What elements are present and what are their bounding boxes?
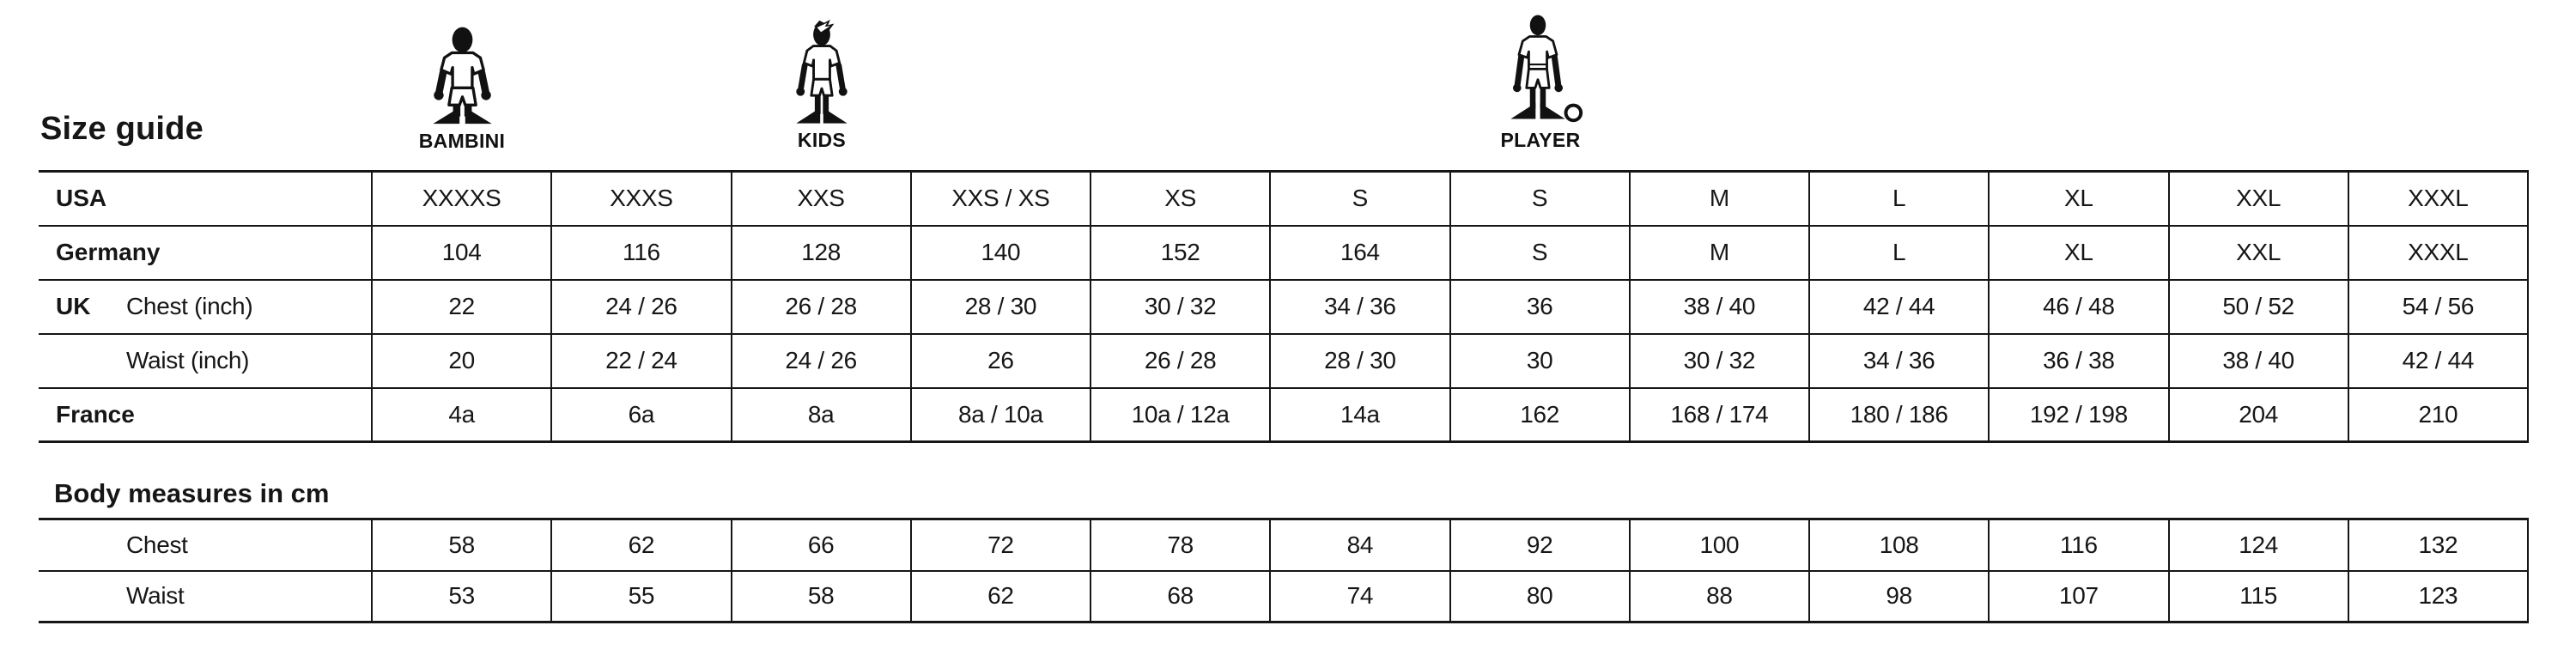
size-cell: 104 bbox=[372, 226, 551, 280]
size-cell: L bbox=[1809, 172, 1989, 226]
table-row bbox=[39, 388, 2528, 442]
size-cell: XL bbox=[1989, 226, 2168, 280]
size-cell: 50 / 52 bbox=[2169, 280, 2348, 334]
body-measures-title: Body measures in cm bbox=[54, 478, 330, 508]
size-cell: 74 bbox=[1270, 571, 1449, 622]
size-cell: 24 / 26 bbox=[732, 334, 911, 388]
size-cell: 4a bbox=[372, 388, 551, 442]
size-cell: XXXXS bbox=[372, 172, 551, 226]
row-label-main: USA bbox=[56, 185, 107, 212]
size-cell: XL bbox=[1989, 172, 2168, 226]
bambini-label: BAMBINI bbox=[418, 130, 506, 152]
size-cell: 28 / 30 bbox=[1270, 334, 1449, 388]
size-cell: 128 bbox=[732, 226, 911, 280]
size-cell: 6a bbox=[551, 388, 731, 442]
size-cell: 100 bbox=[1630, 519, 1809, 571]
size-cell: 46 / 48 bbox=[1989, 280, 2168, 334]
row-label-sub: Waist bbox=[126, 582, 185, 610]
size-cell: M bbox=[1630, 172, 1809, 226]
size-cell: S bbox=[1450, 172, 1630, 226]
player-figure bbox=[1429, 15, 1652, 152]
size-cell: 162 bbox=[1450, 388, 1630, 442]
size-cell: 42 / 44 bbox=[2348, 334, 2528, 388]
size-cell: 24 / 26 bbox=[551, 280, 731, 334]
page-title: Size guide bbox=[40, 111, 204, 147]
size-cell: 92 bbox=[1450, 519, 1630, 571]
size-cell: 10a / 12a bbox=[1091, 388, 1270, 442]
row-label bbox=[39, 519, 372, 571]
ball-icon bbox=[1565, 106, 1581, 121]
size-cell: 124 bbox=[2169, 519, 2348, 571]
size-cell: 34 / 36 bbox=[1809, 334, 1989, 388]
body-measures-table bbox=[39, 518, 2529, 623]
size-cell: 30 bbox=[1450, 334, 1630, 388]
size-cell: 36 / 38 bbox=[1989, 334, 2168, 388]
size-cell: 140 bbox=[911, 226, 1091, 280]
size-cell: 88 bbox=[1630, 571, 1809, 622]
size-cell: 116 bbox=[551, 226, 731, 280]
size-cell: 22 bbox=[372, 280, 551, 334]
size-cell: 180 / 186 bbox=[1809, 388, 1989, 442]
size-cell: 62 bbox=[551, 519, 731, 571]
size-cell: 26 / 28 bbox=[732, 280, 911, 334]
size-cell: 108 bbox=[1809, 519, 1989, 571]
size-cell: XXXS bbox=[551, 172, 731, 226]
kids-figure bbox=[710, 20, 933, 152]
size-cell: 116 bbox=[1989, 519, 2168, 571]
bambini-figure bbox=[350, 26, 574, 153]
table-row bbox=[39, 280, 2528, 334]
size-cell: 36 bbox=[1450, 280, 1630, 334]
size-cell: S bbox=[1450, 226, 1630, 280]
size-cell: 72 bbox=[911, 519, 1091, 571]
size-cell: 8a bbox=[732, 388, 911, 442]
table-row bbox=[39, 334, 2528, 388]
size-cell: 80 bbox=[1450, 571, 1630, 622]
size-cell: 164 bbox=[1270, 226, 1449, 280]
size-cell: 168 / 174 bbox=[1630, 388, 1809, 442]
size-cell: S bbox=[1270, 172, 1449, 226]
size-cell: 38 / 40 bbox=[2169, 334, 2348, 388]
size-cell: 42 / 44 bbox=[1809, 280, 1989, 334]
size-cell: 62 bbox=[911, 571, 1091, 622]
size-cell: XXS bbox=[732, 172, 911, 226]
size-cell: 30 / 32 bbox=[1091, 280, 1270, 334]
size-cell: 26 / 28 bbox=[1091, 334, 1270, 388]
size-cell: 30 / 32 bbox=[1630, 334, 1809, 388]
row-label bbox=[39, 280, 372, 334]
size-cell: 28 / 30 bbox=[911, 280, 1091, 334]
kids-icon bbox=[783, 20, 860, 128]
size-cell: 20 bbox=[372, 334, 551, 388]
size-cell: XXXL bbox=[2348, 226, 2528, 280]
size-cell: 8a / 10a bbox=[911, 388, 1091, 442]
size-cell: 68 bbox=[1091, 571, 1270, 622]
size-cell: L bbox=[1809, 226, 1989, 280]
row-label bbox=[39, 388, 372, 442]
row-label bbox=[39, 226, 372, 280]
size-cell: 107 bbox=[1989, 571, 2168, 622]
bambini-icon bbox=[422, 26, 503, 129]
size-cell: 210 bbox=[2348, 388, 2528, 442]
kids-label: KIDS bbox=[797, 129, 847, 151]
table-row bbox=[39, 226, 2528, 280]
size-cell: 58 bbox=[372, 519, 551, 571]
size-cell: 98 bbox=[1809, 571, 1989, 622]
size-cell: XXS / XS bbox=[911, 172, 1091, 226]
size-cell: 14a bbox=[1270, 388, 1449, 442]
row-label-main: Germany bbox=[56, 239, 161, 265]
size-cell: 115 bbox=[2169, 571, 2348, 622]
size-cell: 78 bbox=[1091, 519, 1270, 571]
size-cell: 34 / 36 bbox=[1270, 280, 1449, 334]
size-cell: XS bbox=[1091, 172, 1270, 226]
row-label-sub: Chest (inch) bbox=[126, 293, 253, 319]
size-conversion-table bbox=[39, 170, 2529, 443]
size-cell: 132 bbox=[2348, 519, 2528, 571]
size-cell: 204 bbox=[2169, 388, 2348, 442]
row-label-sub: Chest bbox=[126, 531, 188, 558]
player-label: PLAYER bbox=[1500, 129, 1581, 151]
size-cell: 58 bbox=[732, 571, 911, 622]
size-cell: 66 bbox=[732, 519, 911, 571]
table-row bbox=[39, 172, 2528, 226]
row-label-sub: Waist (inch) bbox=[126, 347, 250, 373]
table-row bbox=[39, 571, 2528, 622]
size-cell: 84 bbox=[1270, 519, 1449, 571]
size-cell: XXL bbox=[2169, 226, 2348, 280]
size-cell: 26 bbox=[911, 334, 1091, 388]
size-cell: 152 bbox=[1091, 226, 1270, 280]
row-label bbox=[39, 172, 372, 226]
row-label bbox=[39, 334, 372, 388]
row-label bbox=[39, 571, 372, 622]
size-cell: XXL bbox=[2169, 172, 2348, 226]
size-cell: 55 bbox=[551, 571, 731, 622]
size-cell: 123 bbox=[2348, 571, 2528, 622]
size-cell: M bbox=[1630, 226, 1809, 280]
size-cell: 53 bbox=[372, 571, 551, 622]
size-cell: 38 / 40 bbox=[1630, 280, 1809, 334]
row-label-main: France bbox=[56, 400, 135, 428]
table-row bbox=[39, 519, 2528, 571]
size-cell: 22 / 24 bbox=[551, 334, 731, 388]
player-icon bbox=[1498, 15, 1583, 128]
size-cell: 192 / 198 bbox=[1989, 388, 2168, 442]
row-label-main: UK bbox=[56, 293, 91, 319]
size-cell: 54 / 56 bbox=[2348, 280, 2528, 334]
size-cell: XXXL bbox=[2348, 172, 2528, 226]
